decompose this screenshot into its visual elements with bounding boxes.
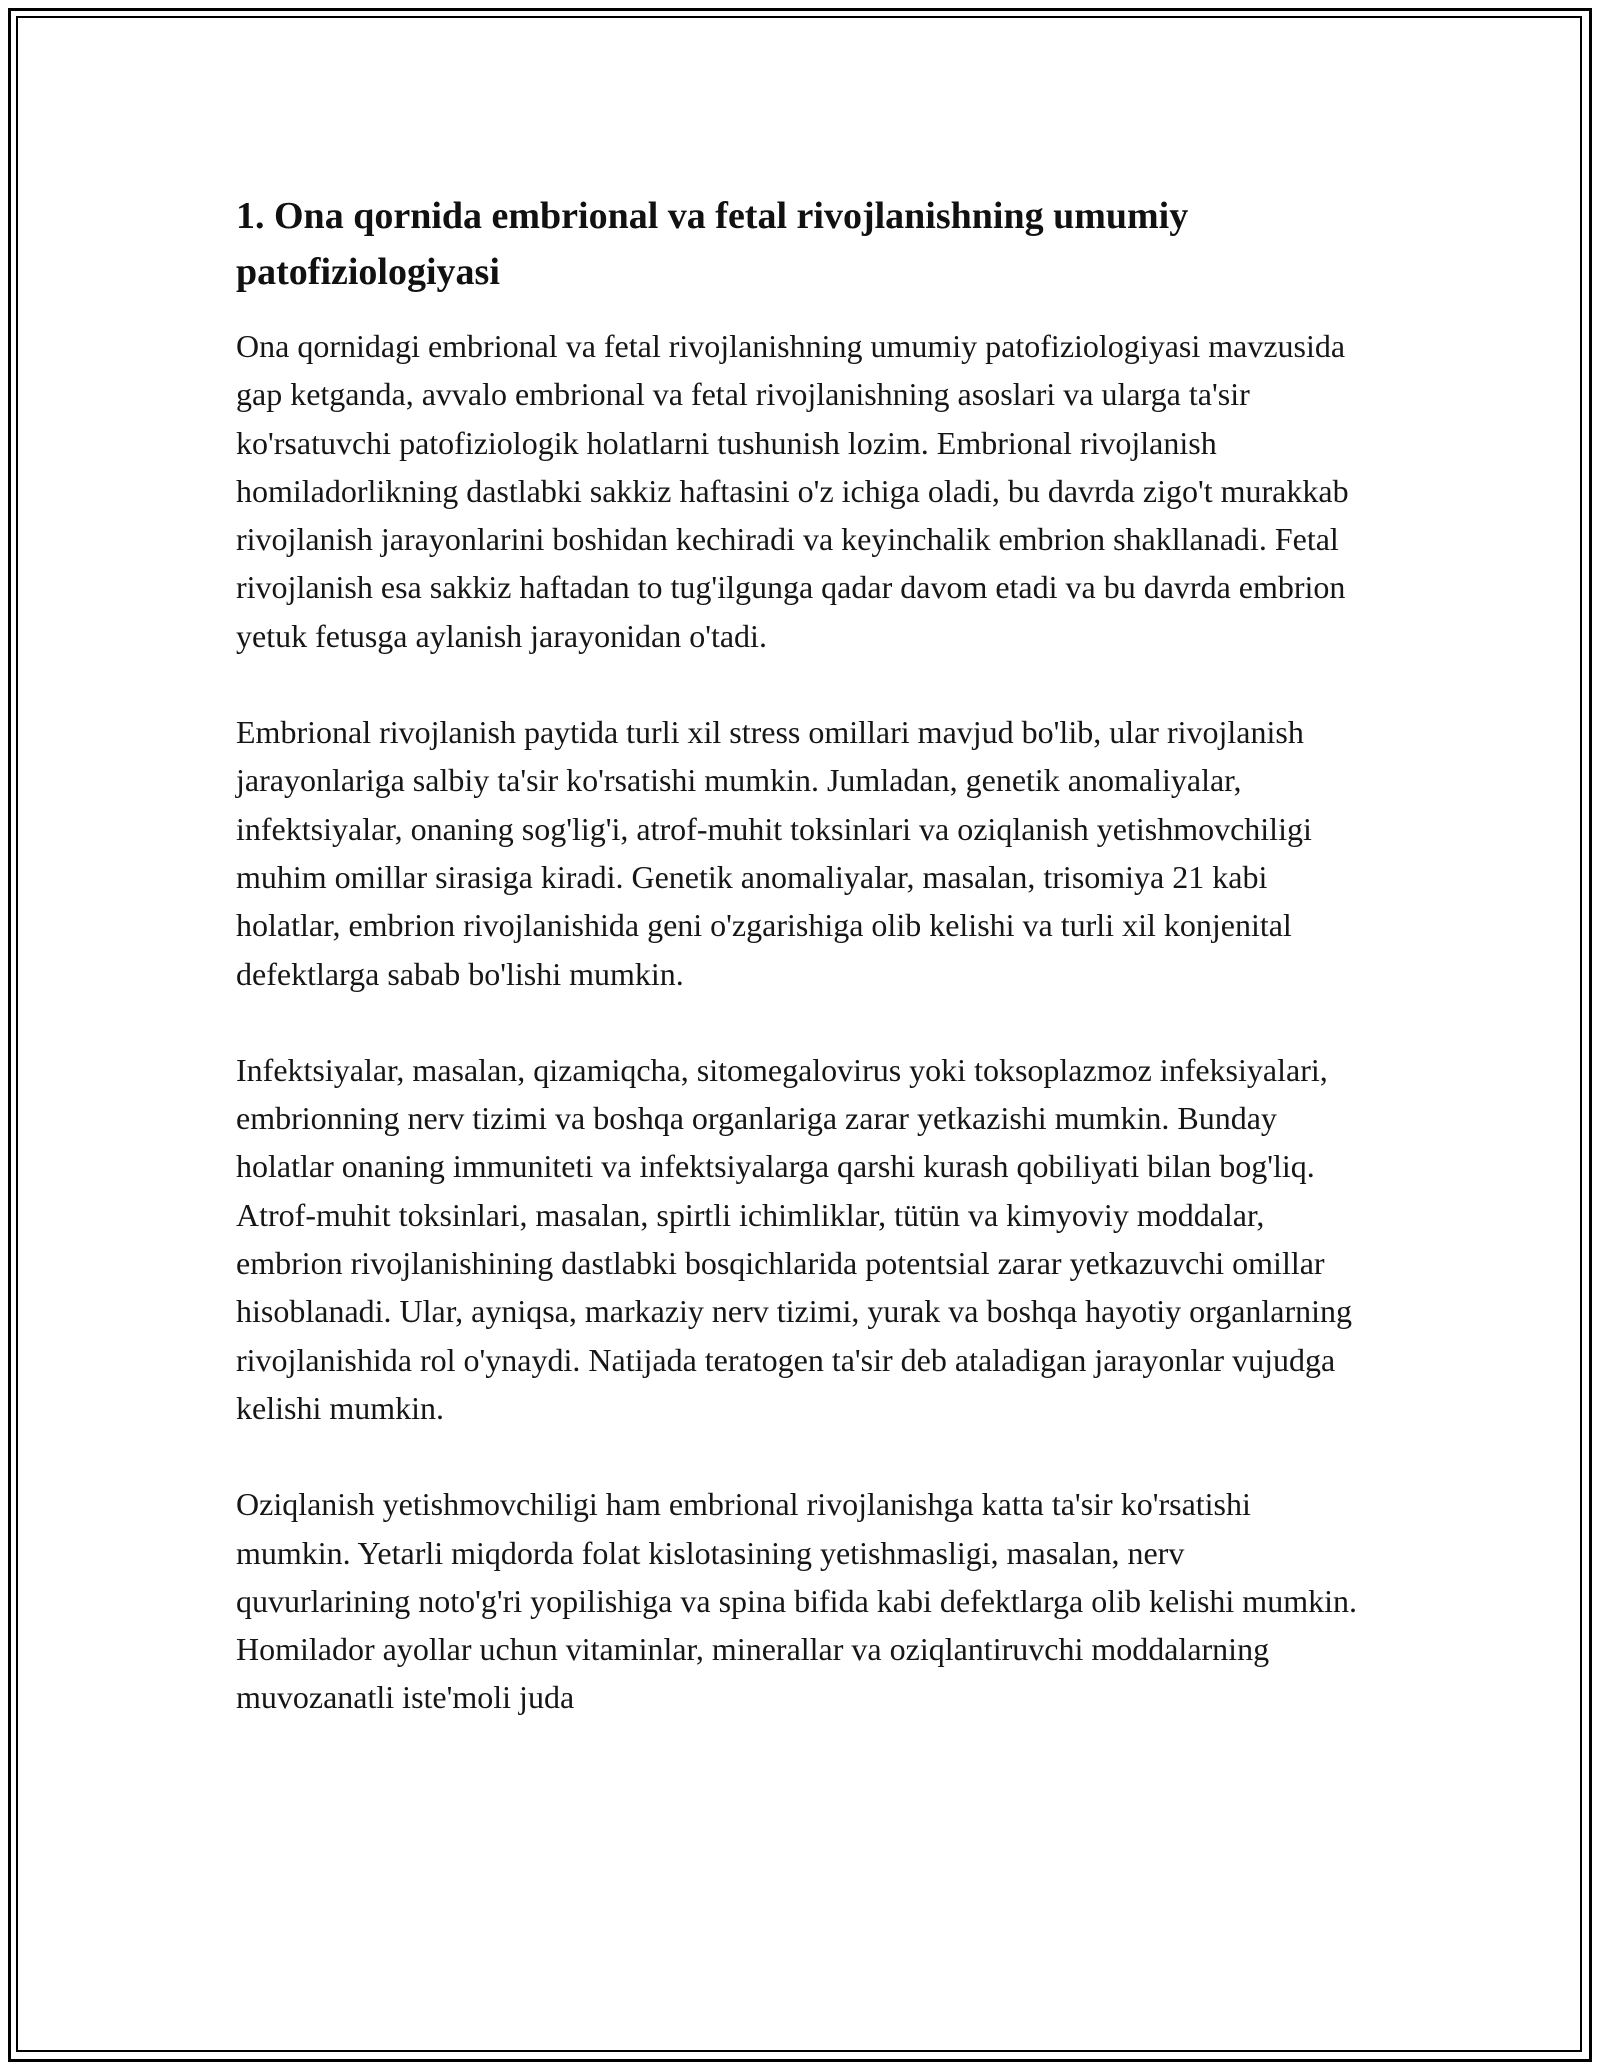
paragraph-4: Oziqlanish yetishmovchiligi ham embrional rivojlanishga katta ta'sir ko'rsatishi mumkin. Yetarli miqdorda folat kislotasining yetishmasligi, masalan, nerv quvurlarining noto'g'ri yopilishiga va spina bifida kabi defektlarga olib kelishi mumkin. Homilador ayollar uchun vitaminlar, minerallar va oziqlantiruvchi moddalarning muvozanatli iste'moli juda (236, 1486, 1357, 1716)
paragraph-1: Ona qornidagi embrional va fetal rivojlanishning umumiy patofiziologiyasi mavzusida gap ketganda, avvalo embrional va fetal rivojlanishning asoslari va ularga ta'sir ko'rsatuvchi patofiziologik holatlarni tushunish lozim. Embrional rivojlanish homiladorlikning dastlabki sakkiz haftasini o'z ichiga oladi, bu davrda zigo't murakkab rivojlanish jarayonlarini boshidan kechiradi va keyinchalik embrion shakllanadi. Fetal rivojlanish esa sakkiz haftadan to tug'ilgunga qadar davom etadi va bu davrda embrion yetuk fetusga aylanish jarayonidan o'tadi. (236, 328, 1349, 654)
paragraph-3: Infektsiyalar, masalan, qizamiqcha, sitomegalovirus yoki toksoplazmoz infeksiyalari, embrionning nerv tizimi va boshqa organlariga zarar yetkazishi mumkin. Bunday holatlar onaning immuniteti va infektsiyalarga qarshi kurash qobiliyati bilan bog'liq. Atrof-muhit toksinlari, masalan, spirtli ichimliklar, tütün va kimyoviy moddalar, embrion rivojlanishining dastlabki bosqichlarida potentsial zarar yetkazuvchi omillar hisoblanadi. Ular, ayniqsa, markaziy nerv tizimi, yurak va boshqa hayotiy organlarning rivojlanishida rol o'ynaydi. Natijada teratogen ta'sir deb ataladigan jarayonlar vujudga kelishi mumkin. (236, 1051, 1353, 1426)
document-body (236, 188, 1366, 1722)
section-heading: 1. Ona qornida embrional va fetal rivojlanishning umumiy patofiziologiyasi (236, 195, 1189, 293)
paragraph-2: Embrional rivojlanish paytida turli xil stress omillari mavjud bo'lib, ular rivojlanish jarayonlariga salbiy ta'sir ko'rsatishi mumkin. Jumladan, genetik anomaliyalar, infektsiyalar, onaning sog'lig'i, atrof-muhit toksinlari va oziqlanish yetishmovchiligi muhim omillar sirasiga kiradi. Genetik anomaliyalar, masalan, trisomiya 21 kabi holatlar, embrion rivojlanishida geni o'zgarishiga olib kelishi va turli xil konjenital defektlarga sabab bo'lishi mumkin. (236, 714, 1312, 992)
